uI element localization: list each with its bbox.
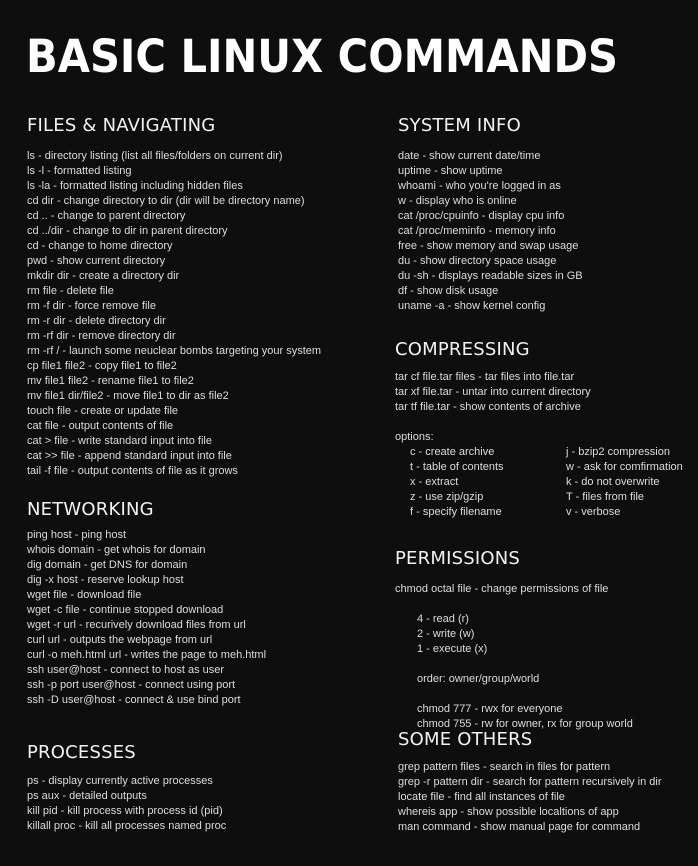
list-item: rm -rf / - launch some neuclear bombs targeting your system bbox=[27, 345, 322, 357]
list-item: tar xf file.tar - untar into current directory bbox=[395, 386, 591, 398]
list-item: k - do not overwrite bbox=[566, 476, 660, 488]
list-item: ls - directory listing (list all files/folders on current dir) bbox=[27, 150, 283, 162]
section-heading-permissions: PERMISSIONS bbox=[395, 548, 520, 569]
list-item: cp file1 file2 - copy file1 to file2 bbox=[27, 360, 177, 372]
list-item: pwd - show current directory bbox=[27, 255, 166, 267]
list-item: ps - display currently active processes bbox=[27, 775, 213, 787]
list-item: wget -c file - continue stopped download bbox=[27, 604, 224, 616]
list-item: whois domain - get whois for domain bbox=[27, 544, 206, 556]
list-item: mv file1 file2 - rename file1 to file2 bbox=[27, 375, 194, 387]
files-list bbox=[27, 149, 321, 479]
list-item: v - verbose bbox=[566, 506, 621, 518]
order-line: order: owner/group/world bbox=[417, 673, 540, 685]
example-line: chmod 755 - rw for owner, rx for group world bbox=[417, 718, 633, 730]
list-item: cd - change to home directory bbox=[27, 240, 173, 252]
list-item: dig -x host - reserve lookup host bbox=[27, 574, 184, 586]
page-title: BASIC LINUX COMMANDS bbox=[26, 30, 619, 83]
list-item: j - bzip2 compression bbox=[566, 446, 670, 458]
list-item: tail -f file - output contents of file as it grows bbox=[27, 465, 238, 477]
section-heading-system: SYSTEM INFO bbox=[398, 115, 521, 136]
list-item: curl -o meh.html url - writes the page to meh.html bbox=[27, 649, 267, 661]
section-files-navigating bbox=[27, 115, 321, 479]
section-permissions bbox=[395, 548, 633, 732]
list-item: man command - show manual page for command bbox=[398, 821, 641, 833]
section-heading-files: FILES & NAVIGATING bbox=[27, 115, 216, 136]
section-heading-networking: NETWORKING bbox=[27, 499, 154, 520]
list-item: grep -r pattern dir - search for pattern recursively in dir bbox=[398, 776, 662, 788]
list-item: cat > file - write standard input into file bbox=[27, 435, 212, 447]
list-item: ssh -D user@host - connect & use bind port bbox=[27, 694, 241, 706]
networking-list bbox=[27, 528, 266, 708]
list-item: wget file - download file bbox=[27, 589, 142, 601]
options-left-column bbox=[410, 445, 504, 520]
list-item: w - ask for comfirmation bbox=[566, 461, 683, 473]
permissions-list bbox=[395, 582, 633, 732]
options-label: options: bbox=[395, 431, 434, 443]
list-item: rm -rf dir - remove directory dir bbox=[27, 330, 176, 342]
system-list bbox=[398, 149, 583, 314]
list-item: curl url - outputs the webpage from url bbox=[27, 634, 213, 646]
list-item: tar cf file.tar files - tar files into file.tar bbox=[395, 371, 575, 383]
list-item: cd dir - change directory to dir (dir will be directory name) bbox=[27, 195, 305, 207]
list-item: locate file - find all instances of file bbox=[398, 791, 565, 803]
list-item: uptime - show uptime bbox=[398, 165, 503, 177]
section-some-others bbox=[398, 729, 662, 835]
list-item: rm -f dir - force remove file bbox=[27, 300, 156, 312]
list-item: cat /proc/meminfo - memory info bbox=[398, 225, 556, 237]
list-item: uname -a - show kernel config bbox=[398, 300, 546, 312]
compressing-list bbox=[395, 370, 698, 445]
list-item: rm -r dir - delete directory dir bbox=[27, 315, 166, 327]
list-item: f - specify filename bbox=[410, 506, 502, 518]
list-item: kill pid - kill process with process id (pid) bbox=[27, 805, 223, 817]
list-item: ps aux - detailed outputs bbox=[27, 790, 147, 802]
list-item: z - use zip/gzip bbox=[410, 491, 484, 503]
list-item: c - create archive bbox=[410, 446, 495, 458]
list-item: ssh -p port user@host - connect using port bbox=[27, 679, 236, 691]
list-item: tar tf file.tar - show contents of archive bbox=[395, 401, 581, 413]
list-item: mv file1 dir/file2 - move file1 to dir as file2 bbox=[27, 390, 229, 402]
list-item: w - display who is online bbox=[398, 195, 517, 207]
list-item: t - table of contents bbox=[410, 461, 504, 473]
section-heading-compressing: COMPRESSING bbox=[395, 339, 530, 360]
list-item: date - show current date/time bbox=[398, 150, 541, 162]
section-compressing bbox=[395, 339, 698, 520]
octal-read: 4 - read (r) bbox=[417, 613, 469, 625]
list-item: ls -l - formatted listing bbox=[27, 165, 132, 177]
processes-list bbox=[27, 774, 226, 834]
list-item: killall proc - kill all processes named proc bbox=[27, 820, 227, 832]
list-item: grep pattern files - search in files for pattern bbox=[398, 761, 611, 773]
list-item: cat /proc/cpuinfo - display cpu info bbox=[398, 210, 565, 222]
list-item: free - show memory and swap usage bbox=[398, 240, 579, 252]
list-item: dig domain - get DNS for domain bbox=[27, 559, 188, 571]
list-item: cd ../dir - change to dir in parent directory bbox=[27, 225, 228, 237]
list-item: cat >> file - append standard input into file bbox=[27, 450, 232, 462]
list-item: x - extract bbox=[410, 476, 459, 488]
example-line: chmod 777 - rwx for everyone bbox=[417, 703, 563, 715]
list-item: du -sh - displays readable sizes in GB bbox=[398, 270, 583, 282]
list-item: mkdir dir - create a directory dir bbox=[27, 270, 180, 282]
octal-write: 2 - write (w) bbox=[417, 628, 475, 640]
section-networking bbox=[27, 499, 266, 708]
section-heading-processes: PROCESSES bbox=[27, 742, 136, 763]
list-item: du - show directory space usage bbox=[398, 255, 557, 267]
list-item: whoami - who you're logged in as bbox=[398, 180, 561, 192]
chmod-line: chmod octal file - change permissions of file bbox=[395, 583, 609, 595]
section-heading-others: SOME OTHERS bbox=[398, 729, 533, 750]
compress-options bbox=[395, 445, 698, 520]
list-item: df - show disk usage bbox=[398, 285, 499, 297]
octal-execute: 1 - execute (x) bbox=[417, 643, 488, 655]
list-item: rm file - delete file bbox=[27, 285, 114, 297]
section-processes bbox=[27, 742, 226, 834]
list-item: T - files from file bbox=[566, 491, 645, 503]
list-item: wget -r url - recurively download files from url bbox=[27, 619, 246, 631]
options-right-column bbox=[566, 445, 683, 520]
list-item: ping host - ping host bbox=[27, 529, 127, 541]
list-item: whereis app - show possible localtions of app bbox=[398, 806, 619, 818]
list-item: ls -la - formatted listing including hidden files bbox=[27, 180, 243, 192]
list-item: cat file - output contents of file bbox=[27, 420, 174, 432]
list-item: ssh user@host - connect to host as user bbox=[27, 664, 225, 676]
others-list bbox=[398, 760, 662, 835]
section-system-info bbox=[398, 115, 583, 314]
list-item: cd .. - change to parent directory bbox=[27, 210, 186, 222]
list-item: touch file - create or update file bbox=[27, 405, 179, 417]
